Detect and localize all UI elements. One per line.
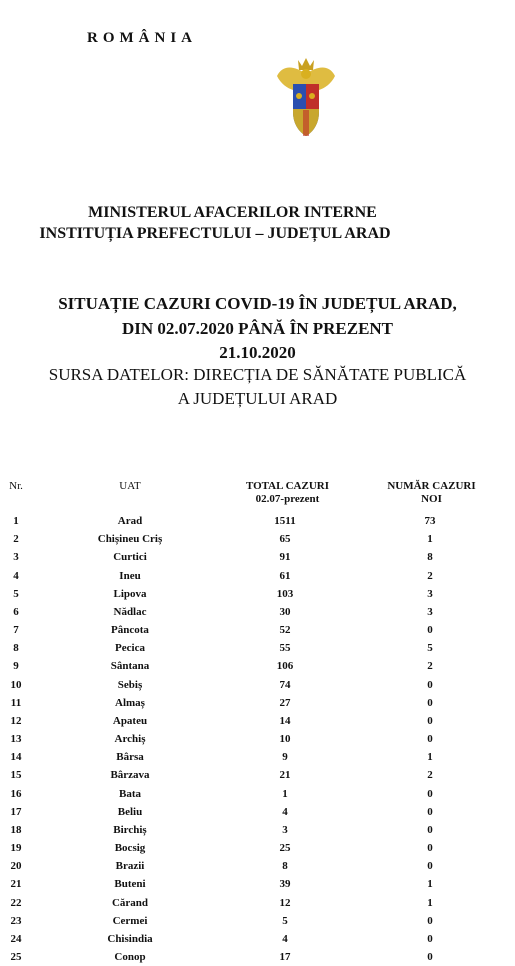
table-row <box>0 875 515 893</box>
row-total-cases: 65 <box>279 533 291 546</box>
header-new-cases <box>360 480 503 506</box>
country-title: ROMÂNIA <box>87 30 197 46</box>
row-new-cases: 0 <box>427 696 433 709</box>
row-uat: Buteni <box>114 878 146 891</box>
row-total-cases: 21 <box>279 769 291 782</box>
row-new-cases: 0 <box>427 805 433 818</box>
row-nr: 23 <box>10 914 22 927</box>
header-total-line2: 02.07-prezent <box>255 493 320 505</box>
row-nr: 5 <box>13 587 19 600</box>
row-new-cases: 0 <box>427 914 433 927</box>
row-nr: 25 <box>10 951 22 964</box>
row-new-cases: 0 <box>427 733 433 746</box>
table-row <box>0 930 515 948</box>
row-total-cases: 9 <box>282 751 288 764</box>
row-uat: Conop <box>114 951 146 964</box>
header-nr: Nr. <box>9 480 23 492</box>
report-title-line2: DIN 02.07.2020 PÂNĂ ÎN PREZENT <box>121 319 394 338</box>
table-row <box>0 585 515 603</box>
table-row <box>0 694 515 712</box>
row-total-cases: 103 <box>276 587 294 600</box>
table-header <box>0 480 515 514</box>
row-nr: 15 <box>10 769 22 782</box>
row-nr: 2 <box>13 533 19 546</box>
row-new-cases: 3 <box>427 587 433 600</box>
institution-name: INSTITUȚIA PREFECTULUI – JUDEȚUL ARAD <box>39 225 391 242</box>
row-new-cases: 0 <box>427 842 433 855</box>
row-new-cases: 2 <box>427 660 433 673</box>
row-new-cases: 1 <box>427 751 433 764</box>
table-row <box>0 857 515 875</box>
header-total-cases <box>225 480 350 506</box>
table-row <box>0 621 515 639</box>
row-uat: Almaș <box>115 696 145 709</box>
row-nr: 19 <box>10 842 22 855</box>
row-nr: 3 <box>13 551 19 564</box>
row-total-cases: 4 <box>282 932 288 945</box>
row-uat: Lipova <box>113 587 147 600</box>
row-nr: 24 <box>10 932 22 945</box>
row-nr: 21 <box>10 878 22 891</box>
row-new-cases: 73 <box>424 515 436 527</box>
row-total-cases: 17 <box>279 951 291 964</box>
row-nr: 10 <box>10 678 22 691</box>
row-total-cases: 52 <box>279 624 291 637</box>
table-row <box>0 839 515 857</box>
row-new-cases: 0 <box>427 714 433 727</box>
header-uat: UAT <box>119 480 141 492</box>
data-source-line1: SURSA DATELOR: DIRECȚIA DE SĂNĂTATE PUBLICĂ <box>48 365 467 384</box>
row-uat: Apateu <box>112 714 148 727</box>
header-noi-line1: NUMĂR CAZURI <box>387 480 476 492</box>
row-total-cases: 27 <box>279 696 291 709</box>
row-uat: Chișineu Criș <box>97 533 163 546</box>
row-new-cases: 0 <box>427 860 433 873</box>
row-nr: 17 <box>10 805 22 818</box>
row-total-cases: 30 <box>279 605 291 618</box>
row-new-cases: 0 <box>427 951 433 964</box>
table-row <box>0 748 515 766</box>
header-total-line1: TOTAL CAZURI <box>245 480 330 492</box>
row-uat: Bata <box>119 787 141 800</box>
row-uat: Bocsig <box>114 842 146 855</box>
table-row <box>0 948 515 966</box>
row-nr: 22 <box>10 896 22 909</box>
row-total-cases: 91 <box>279 551 291 564</box>
coat-of-arms-icon <box>275 54 337 144</box>
row-total-cases: 55 <box>279 642 291 655</box>
table-row <box>0 912 515 930</box>
table-row <box>0 803 515 821</box>
row-new-cases: 0 <box>427 787 433 800</box>
row-total-cases: 8 <box>282 860 288 873</box>
row-nr: 18 <box>10 823 22 836</box>
row-nr: 12 <box>10 714 22 727</box>
table-row <box>0 639 515 657</box>
row-new-cases: 0 <box>427 624 433 637</box>
row-uat: Curtici <box>113 551 147 564</box>
row-uat: Arad <box>117 515 143 527</box>
table-row <box>0 785 515 803</box>
row-uat: Birchiș <box>113 823 147 836</box>
row-uat: Cărand <box>111 896 149 909</box>
row-total-cases: 5 <box>282 914 288 927</box>
row-total-cases: 4 <box>282 805 288 818</box>
row-uat: Cermei <box>112 914 148 927</box>
table-row <box>0 712 515 730</box>
row-new-cases: 3 <box>427 605 433 618</box>
table-row <box>0 512 515 530</box>
row-total-cases: 1511 <box>274 515 296 527</box>
ministry-name: MINISTERUL AFACERILOR INTERNE <box>88 204 377 221</box>
row-new-cases: 2 <box>427 569 433 582</box>
row-nr: 14 <box>10 751 22 764</box>
row-total-cases: 74 <box>279 678 291 691</box>
row-new-cases: 0 <box>427 823 433 836</box>
row-total-cases: 61 <box>279 569 291 582</box>
row-nr: 20 <box>10 860 22 873</box>
report-date: 21.10.2020 <box>219 343 296 362</box>
row-new-cases: 1 <box>427 878 433 891</box>
table-row <box>0 603 515 621</box>
row-nr: 7 <box>13 624 19 637</box>
row-total-cases: 12 <box>279 896 291 909</box>
table-row <box>0 530 515 548</box>
row-uat: Chisindia <box>107 932 153 945</box>
data-source-line2: A JUDEȚULUI ARAD <box>177 389 338 408</box>
row-nr: 4 <box>13 569 19 582</box>
row-new-cases: 5 <box>427 642 433 655</box>
row-new-cases: 1 <box>427 896 433 909</box>
row-nr: 16 <box>10 787 22 800</box>
table-row <box>0 730 515 748</box>
row-new-cases: 1 <box>427 533 433 546</box>
row-uat: Brazii <box>115 860 145 873</box>
row-nr: 1 <box>13 515 19 527</box>
row-uat: Bârsa <box>116 751 144 764</box>
row-uat: Beliu <box>117 805 143 818</box>
table-row <box>0 894 515 912</box>
row-nr: 8 <box>13 642 19 655</box>
row-uat: Ineu <box>119 569 141 582</box>
row-total-cases: 25 <box>279 842 291 855</box>
row-uat: Pâncota <box>111 624 149 637</box>
row-total-cases: 39 <box>279 878 291 891</box>
row-new-cases: 2 <box>427 769 433 782</box>
row-total-cases: 3 <box>282 823 288 836</box>
header-noi-line2: NOI <box>421 493 442 505</box>
table-row <box>0 766 515 784</box>
table-row <box>0 567 515 585</box>
table-row <box>0 821 515 839</box>
row-total-cases: 10 <box>279 733 291 746</box>
row-new-cases: 0 <box>427 932 433 945</box>
row-uat: Nădlac <box>113 605 147 618</box>
report-title-line1: SITUAȚIE CAZURI COVID-19 ÎN JUDEȚUL ARAD, <box>58 294 457 313</box>
row-total-cases: 106 <box>276 660 294 673</box>
row-nr: 9 <box>13 660 19 673</box>
row-uat: Sebiș <box>117 678 143 691</box>
row-nr: 6 <box>13 605 19 618</box>
row-total-cases: 14 <box>279 714 291 727</box>
row-uat: Pecica <box>115 642 145 655</box>
row-total-cases: 1 <box>282 787 288 800</box>
row-uat: Bârzava <box>110 769 150 782</box>
row-new-cases: 0 <box>427 678 433 691</box>
row-uat: Archiș <box>114 733 146 746</box>
row-new-cases: 8 <box>427 551 433 564</box>
table-row <box>0 676 515 694</box>
row-uat: Sântana <box>110 660 150 673</box>
table-row <box>0 657 515 675</box>
row-nr: 13 <box>10 733 22 746</box>
row-nr: 11 <box>10 696 22 709</box>
table-row <box>0 548 515 566</box>
